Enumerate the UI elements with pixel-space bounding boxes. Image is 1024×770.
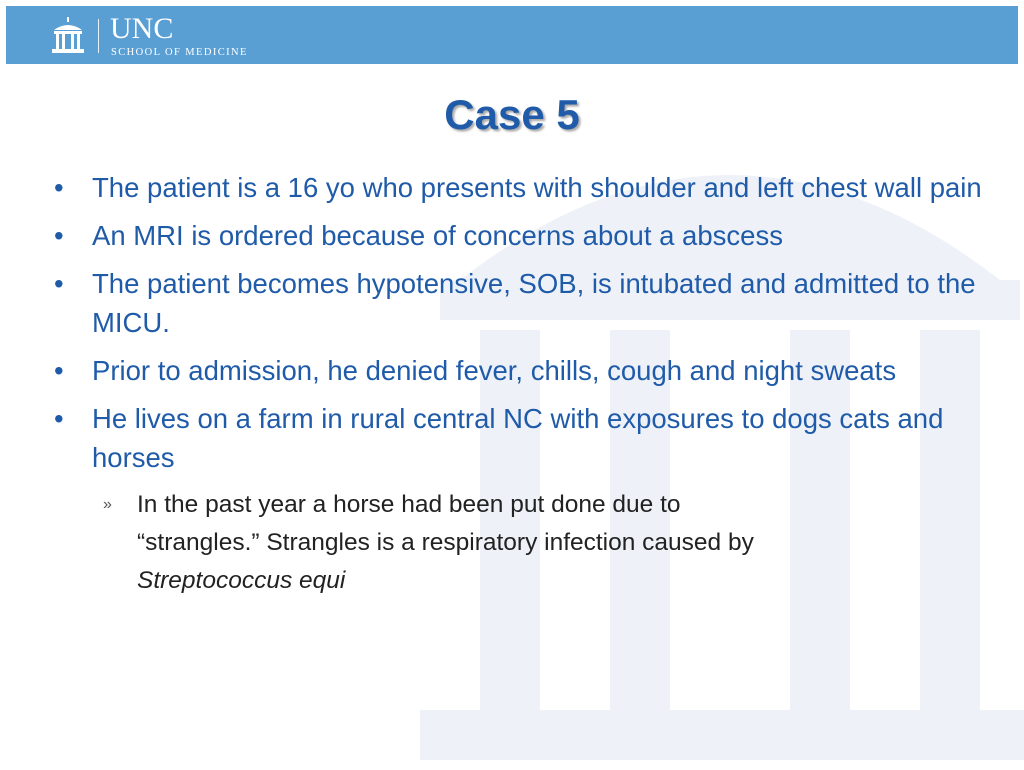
sub-bullet-species: Streptococcus equi [137, 567, 346, 594]
sub-bullet-item [103, 486, 937, 600]
logo-unc-text: UNC [110, 12, 174, 45]
bullet-item [50, 264, 990, 342]
logo-school-text: SCHOOL OF MEDICINE [111, 47, 248, 58]
bullet-marker: • [54, 268, 64, 299]
bullet-list [50, 168, 990, 600]
bullet-text: An MRI is ordered because of concerns about a abscess [92, 220, 783, 251]
bullet-text: The patient becomes hypotensive, SOB, is intubated and admitted to the MICU. [92, 268, 976, 338]
bullet-marker: • [54, 355, 64, 386]
logo-divider [98, 19, 99, 53]
bullet-item [50, 168, 990, 207]
bullet-marker: • [54, 172, 64, 203]
old-well-icon [50, 17, 86, 55]
bullet-marker: • [54, 403, 64, 434]
sub-bullet-marker: » [103, 496, 112, 513]
bullet-item [50, 399, 990, 477]
bullet-text: He lives on a farm in rural central NC with exposures to dogs cats and horses [92, 403, 944, 473]
bullet-text: Prior to admission, he denied fever, chills, cough and night sweats [92, 355, 897, 386]
bullet-text: The patient is a 16 yo who presents with shoulder and left chest wall pain [92, 172, 982, 203]
bullet-item [50, 216, 990, 255]
sub-bullet-line-2: “strangles.” Strangles is a respiratory infection caused by [137, 529, 754, 556]
sub-bullet-line-1: In the past year a horse had been put done due to [137, 491, 681, 518]
slide-title: Case 5 [444, 91, 580, 138]
bullet-marker: • [54, 220, 64, 251]
bullet-item [50, 351, 990, 390]
